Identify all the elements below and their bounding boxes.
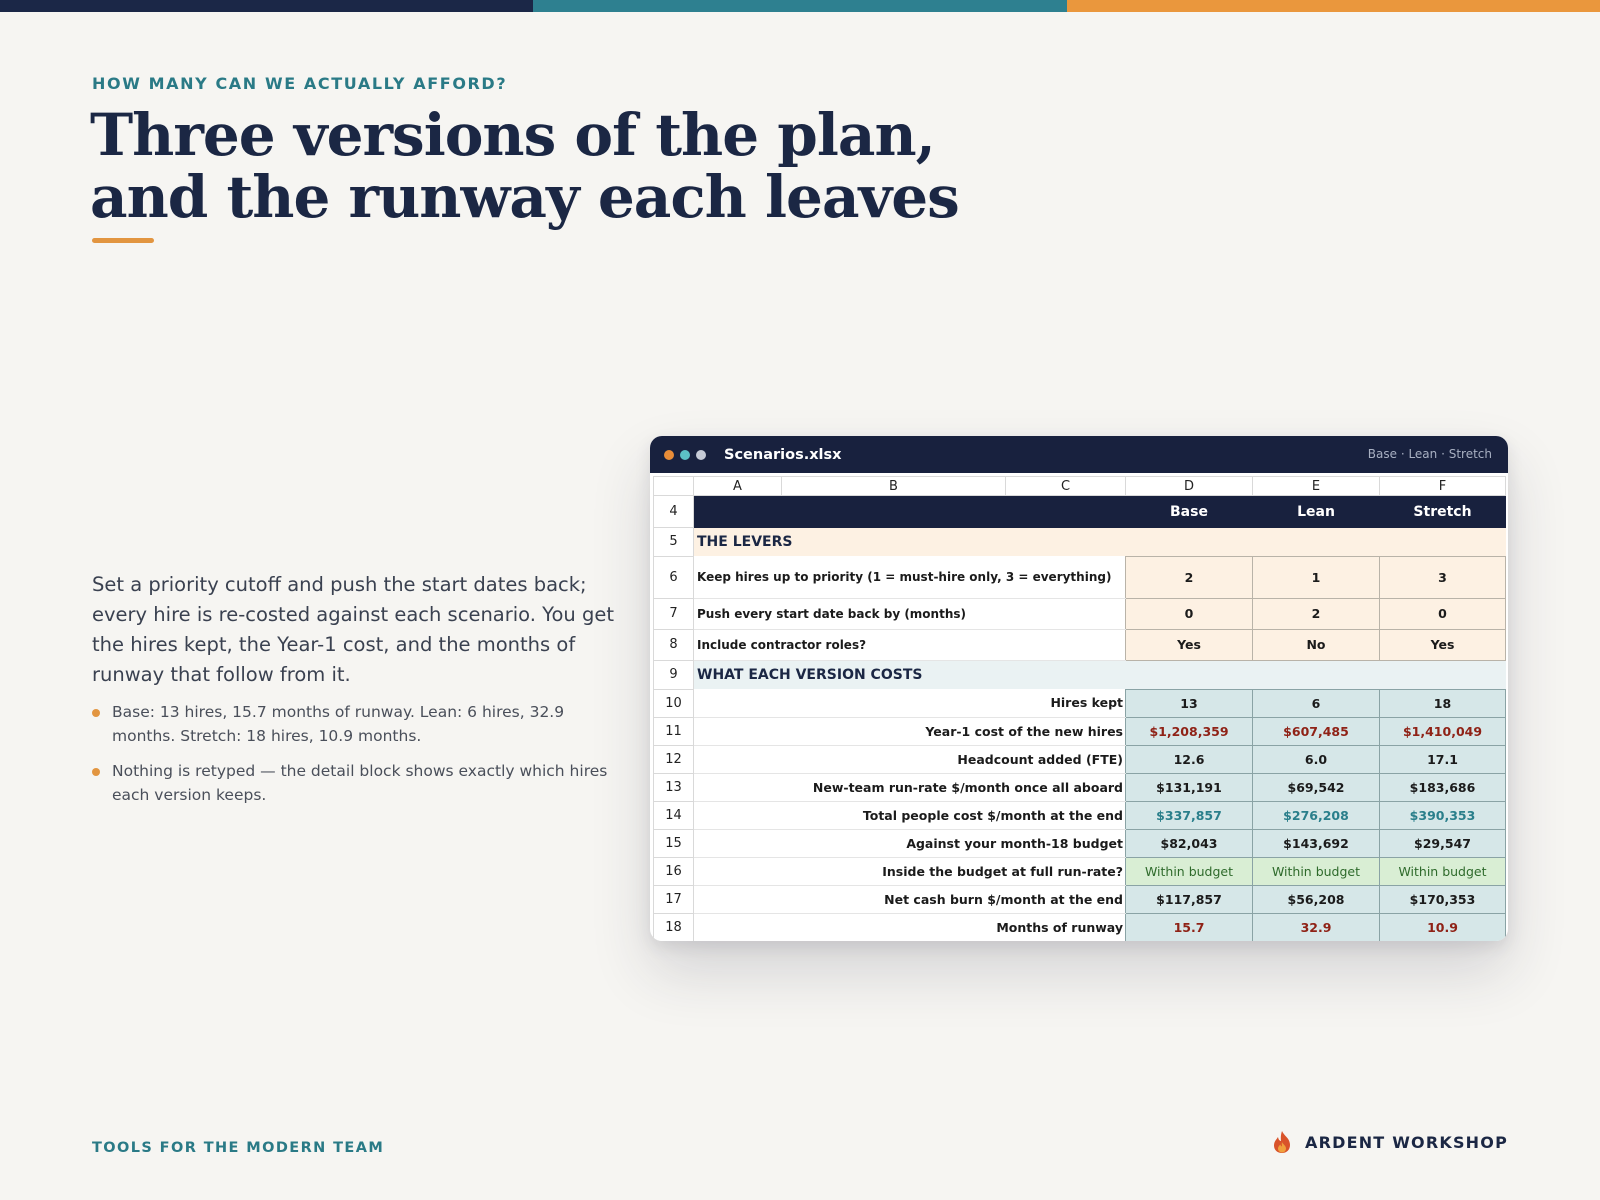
cost-value[interactable]: $337,857	[1126, 801, 1253, 829]
bullet-item	[92, 700, 612, 748]
lever-label[interactable]: Keep hires up to priority (1 = must-hire only, 3 = everything)	[694, 556, 1126, 598]
table-row	[654, 717, 1506, 745]
cost-value[interactable]: $276,208	[1253, 801, 1380, 829]
cost-value[interactable]: 10.9	[1380, 913, 1506, 941]
row-number[interactable]: 6	[654, 556, 694, 598]
window-titlebar	[650, 436, 1508, 473]
bullet-item	[92, 759, 612, 807]
row-number[interactable]: 5	[654, 528, 694, 557]
cost-value[interactable]: 15.7	[1126, 913, 1253, 941]
scenario-header-row	[654, 496, 1506, 528]
lever-input[interactable]: 2	[1253, 598, 1380, 629]
page-title-line-1: Three versions of the plan,	[90, 101, 935, 169]
footer-tagline: TOOLS FOR THE MODERN TEAM	[92, 1140, 385, 1156]
section-title-costs[interactable]: WHAT EACH VERSION COSTS	[694, 660, 1506, 689]
lever-input[interactable]: 3	[1380, 556, 1506, 598]
accent-segment-orange	[1067, 0, 1600, 12]
scenario-header-lean[interactable]: Lean	[1253, 496, 1380, 528]
table-row	[654, 913, 1506, 941]
cost-value[interactable]: $69,542	[1253, 773, 1380, 801]
column-header-b[interactable]: B	[782, 477, 1006, 496]
cost-label[interactable]: New-team run-rate $/month once all aboard	[694, 773, 1126, 801]
table-row	[654, 598, 1506, 629]
bullet-list	[92, 700, 612, 818]
window-title: Scenarios.xlsx	[724, 446, 842, 463]
cost-value[interactable]: 12.6	[1126, 745, 1253, 773]
row-number[interactable]: 12	[654, 745, 694, 773]
section-row-costs	[654, 660, 1506, 689]
budget-status-badge[interactable]: Within budget	[1126, 857, 1253, 885]
cost-label[interactable]: Inside the budget at full run-rate?	[694, 857, 1126, 885]
window-minimize-icon[interactable]	[680, 450, 690, 460]
cost-value[interactable]: $183,686	[1380, 773, 1506, 801]
cost-value[interactable]: 18	[1380, 689, 1506, 717]
column-header-row	[654, 477, 1506, 496]
lever-input[interactable]: 1	[1253, 556, 1380, 598]
table-row	[654, 629, 1506, 660]
cost-label[interactable]: Against your month-18 budget	[694, 829, 1126, 857]
cost-label[interactable]: Total people cost $/month at the end	[694, 801, 1126, 829]
row-number[interactable]: 15	[654, 829, 694, 857]
cost-value[interactable]: 32.9	[1253, 913, 1380, 941]
row-number[interactable]: 7	[654, 598, 694, 629]
lever-input[interactable]: 0	[1126, 598, 1253, 629]
cost-value[interactable]: 6.0	[1253, 745, 1380, 773]
cost-value[interactable]: 17.1	[1380, 745, 1506, 773]
spreadsheet-window	[650, 436, 1508, 941]
column-header-e[interactable]: E	[1253, 477, 1380, 496]
cost-value[interactable]: $1,410,049	[1380, 717, 1506, 745]
scenario-header-stretch[interactable]: Stretch	[1380, 496, 1506, 528]
window-maximize-icon[interactable]	[696, 450, 706, 460]
column-header-f[interactable]: F	[1380, 477, 1506, 496]
table-cell[interactable]	[694, 496, 1126, 528]
table-row	[654, 801, 1506, 829]
budget-status-badge[interactable]: Within budget	[1253, 857, 1380, 885]
eyebrow: HOW MANY CAN WE ACTUALLY AFFORD?	[92, 74, 508, 93]
cost-label[interactable]: Hires kept	[694, 689, 1126, 717]
lever-input[interactable]: Yes	[1380, 629, 1506, 660]
scenario-header-base[interactable]: Base	[1126, 496, 1253, 528]
top-accent-bar	[0, 0, 1600, 12]
row-number[interactable]: 8	[654, 629, 694, 660]
table-row	[654, 857, 1506, 885]
cost-label[interactable]: Months of runway	[694, 913, 1126, 941]
table-row	[654, 885, 1506, 913]
cost-value[interactable]: $1,208,359	[1126, 717, 1253, 745]
column-header-d[interactable]: D	[1126, 477, 1253, 496]
table-row	[654, 829, 1506, 857]
lever-input[interactable]: Yes	[1126, 629, 1253, 660]
lever-input[interactable]: 2	[1126, 556, 1253, 598]
cost-value[interactable]: 13	[1126, 689, 1253, 717]
cost-value[interactable]: $131,191	[1126, 773, 1253, 801]
cost-value[interactable]: $143,692	[1253, 829, 1380, 857]
cost-label[interactable]: Year-1 cost of the new hires	[694, 717, 1126, 745]
bullet-dot-icon	[92, 709, 100, 717]
table-row	[654, 556, 1506, 598]
row-number[interactable]: 17	[654, 885, 694, 913]
cost-value[interactable]: $170,353	[1380, 885, 1506, 913]
column-header-c[interactable]: C	[1006, 477, 1126, 496]
bullet-text: Nothing is retyped — the detail block shows exactly which hires each version keeps.	[112, 762, 608, 804]
accent-segment-teal	[533, 0, 1066, 12]
page-title	[90, 101, 990, 231]
row-number[interactable]: 14	[654, 801, 694, 829]
row-number[interactable]: 10	[654, 689, 694, 717]
row-number[interactable]: 18	[654, 913, 694, 941]
row-number[interactable]: 4	[654, 496, 694, 528]
cost-label[interactable]: Net cash burn $/month at the end	[694, 885, 1126, 913]
cost-value[interactable]: $607,485	[1253, 717, 1380, 745]
section-row-levers	[654, 528, 1506, 557]
lever-input[interactable]: 0	[1380, 598, 1506, 629]
cost-value[interactable]: $29,547	[1380, 829, 1506, 857]
lever-input[interactable]: No	[1253, 629, 1380, 660]
scenario-sheet	[653, 476, 1506, 941]
budget-status-badge[interactable]: Within budget	[1380, 857, 1506, 885]
flame-icon	[1271, 1130, 1293, 1154]
cost-value[interactable]: $56,208	[1253, 885, 1380, 913]
column-header-a[interactable]: A	[694, 477, 782, 496]
cost-label[interactable]: Headcount added (FTE)	[694, 745, 1126, 773]
window-subtitle: Base · Lean · Stretch	[1367, 447, 1492, 461]
cost-value[interactable]: $82,043	[1126, 829, 1253, 857]
bullet-dot-icon	[92, 768, 100, 776]
section-title-levers[interactable]: THE LEVERS	[694, 528, 1506, 557]
row-number[interactable]: 16	[654, 857, 694, 885]
brand-lockup	[1271, 1130, 1508, 1154]
lever-label[interactable]: Push every start date back by (months)	[694, 598, 1126, 629]
page-title-line-2: and the runway each leaves	[90, 163, 959, 231]
row-number[interactable]: 11	[654, 717, 694, 745]
lede-paragraph: Set a priority cutoff and push the start dates back; every hire is re-costed against each scenario. You get the hires kept, the Year-1 cost, and the months of runway that follow from it.	[92, 573, 614, 686]
select-all-corner[interactable]	[654, 477, 694, 496]
accent-segment-navy	[0, 0, 533, 12]
brand-name: ARDENT WORKSHOP	[1305, 1132, 1508, 1152]
table-row	[654, 745, 1506, 773]
lever-label[interactable]: Include contractor roles?	[694, 629, 1126, 660]
cost-value[interactable]: $390,353	[1380, 801, 1506, 829]
table-row	[654, 773, 1506, 801]
table-row	[654, 689, 1506, 717]
cost-value[interactable]: $117,857	[1126, 885, 1253, 913]
cost-value[interactable]: 6	[1253, 689, 1380, 717]
row-number[interactable]: 13	[654, 773, 694, 801]
window-close-icon[interactable]	[664, 450, 674, 460]
row-number[interactable]: 9	[654, 660, 694, 689]
bullet-text: Base: 13 hires, 15.7 months of runway. Lean: 6 hires, 32.9 months. Stretch: 18 hires, 10.9 months.	[112, 703, 565, 745]
title-underline	[92, 238, 154, 243]
